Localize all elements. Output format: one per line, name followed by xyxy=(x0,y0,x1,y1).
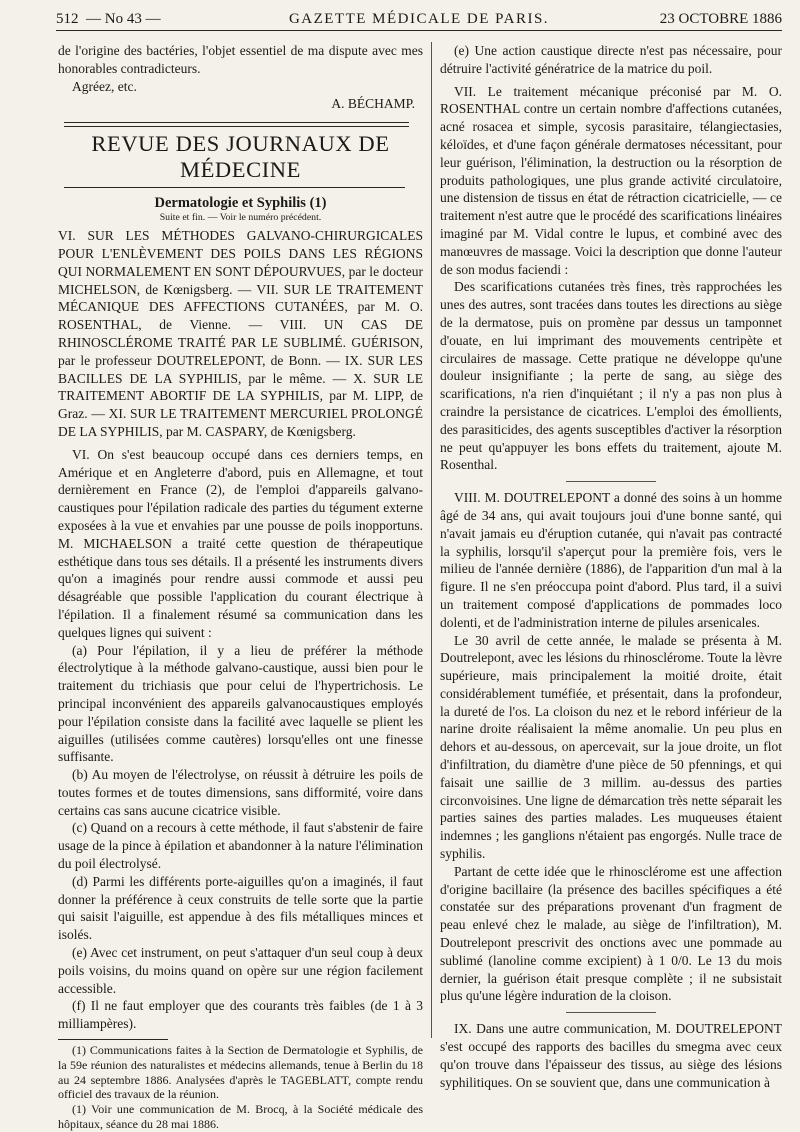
separator-rule-2 xyxy=(566,1012,656,1013)
item-d: (d) Parmi les différents porte-aiguilles qu'on a imaginés, il faut donner la préférence à ceux construits de telle sorte que la partie qui saisit l'aiguille, est appendue à des fils métalliques minces et isolés. xyxy=(58,873,423,943)
item-a: (a) Pour l'épilation, il y a lieu de préférer la méthode électrolytique à la méthode galvano-caustique, aussi bien pour le traitement du trichiasis que pour celui de l'hypertrichosis. Le principal inconvénient des appareils galvanocaustiques employés pour l'épilation consiste dans la facilité avec laquelle se plient les aiguilles (utilisées comme cautères) lorsqu'elles ont une finesse suffisante. xyxy=(58,642,423,765)
double-rule xyxy=(64,122,409,127)
paragraph-ix: IX. Dans une autre communication, M. DOUTRELEPONT s'est occupé des rapports des bacilles du smegma avec ceux qu'on trouve dans l'épaisseur des tissus, au siège des lésions syphilitiques. On se souvient que, dans une communication à xyxy=(440,1021,782,1090)
footnote-rule xyxy=(58,1039,168,1040)
footnote-2: (1) Voir une communication de M. Brocq, à la Société médicale des hôpitaux, séance du 28 mai 1886. xyxy=(58,1102,423,1132)
paragraph-vii-method: Des scarifications cutanées très fines, très rapprochées les unes des autres, sont tracées dans toutes les directions au siège de la dermatose, puis on promène par dessus un tamponnet d'ouate, en lui imprimant des mouvements centripète et circulaires de massage. Cette pratique ne développe qu'une douleur insignifiante ; la perte de sang, au siège des scarifications, n'a rien d'inquiétant ; il n'y a pas non plus à craindre la persistance de cicatrices. L'emploi des émollients, des parasiticides, des agents susceptibles d'activer la résorption ne peut qu'appuyer les bons effets du traitement, ajoute M. Rosenthal. xyxy=(440,279,782,473)
paragraph-vi: VI. On s'est beaucoup occupé dans ces derniers temps, en Amérique et en Angleterre d'abord, puis en Allemagne, et tout dernièrement en France (2), de l'emploi d'appareils galvano-caustiques pour l'épilation radicale des parties du tégument externe exposées à la vue et envahies par une pousse de poils inopportuns. M. MICHAELSON a traité cette question de thérapeutique esthétique dans tous ses détails. Il a présenté les instruments divers qu'on a imaginés pour rendre aussi commode et aussi peu désagréable que possible l'application du courant électrique à l'épilation. Il a finalement résumé sa communication dans les quelques lignes qui suivent : xyxy=(58,446,423,640)
journal-title: GAZETTE MÉDICALE DE PARIS. xyxy=(288,11,550,27)
summary-contents: VI. SUR LES MÉTHODES GALVANO-CHIRURGICALES POUR L'ENLÈVEMENT DES POILS DANS LES RÉGIONS QUI NORMALEMENT EN SONT DÉPOURVUES, par le docteur MICHELSON, de Kœnigsberg. — VII. SUR LE TRAITEMENT MÉCANIQUE DES AFFECTIONS CUTANÉES, par M. O. ROSENTHAL, de Vienne. — VIII. UN CAS DE RHINOSCLÉROME TRAITÉ PAR LE SUBLIMÉ. GUÉRISON, par le professeur DOUTRELEPONT, de Bonn. — IX. SUR LES BACILLES DE LA SYPHILIS, par le même. — X. SUR LE TRAITEMENT ABORTIF DE LA SYPHILIS, par M. LIPP, de Graz. — XI. SUR LE TRAITEMENT MERCURIEL PROLONGÉ DE LA SYPHILIS, par M. CASPARY, de Kœnigsberg. xyxy=(58,228,423,439)
page-number: 512 — No 43 — xyxy=(56,11,161,27)
paragraph-viii: VIII. M. DOUTRELEPONT a donné des soins à un homme âgé de 34 ans, qui avait toujours joui d'une bonne santé, qui n'avait jamais eu d'éruption cutanée, qui n'avait pas contracté la syphilis, lorsqu'il s'aperçut pour la première fois, vers le milieu de l'année dernière (1886), de l'apparition d'un mal à la figure. Il ne s'en préoccupa point d'abord. Plus tard, il a suivi un traitement composé d'applications de pommades loco dolenti, et de l'administration interne de pilules arsenicales. xyxy=(440,490,782,630)
revue-title: REVUE DES JOURNAUX DE MÉDECINE xyxy=(91,131,390,183)
paragraph-vii: VII. Le traitement mécanique préconisé par M. O. ROSENTHAL contre un certain nombre d'affections cutanées, acné rosacea et simple, sycosis parasitaire, télangiectasies, kéloïdes, et d'une façon générale dermatoses nécessitant, pour leur guérison, l'élimination, la destruction ou la résorption de produits pathologiques, une plus grande activité circulatoire, une distension de tissus en état de rétraction cicatricielle, — ce traitement n'est autre que le procédé des scarifications linéaires imaginé par M. Vidal contre le lupus, et combiné avec des manœuvres de massage. Voici la description que donne l'auteur de son modus faciendi : xyxy=(440,83,782,277)
item-f: (f) Il ne faut employer que des courants très faibles (de 1 à 3 milliampères). xyxy=(58,998,423,1032)
issue-number: — No 43 — xyxy=(86,11,161,27)
right-column xyxy=(440,42,782,1090)
paragraph-viii-treatment: Partant de cette idée que le rhinosclérome est une affection d'origine bacillaire (la présence des bacilles spécifiques a été constatée sur des préparations provenant d'un fragment de peau enlevé chez le malade, au siège de l'infiltration), M. Doutrelepont prescrivit des onctions avec une pommade au sublimé (lanoline comme excipient) à 1 0/0. Le 13 du mois dernier, la guérison était presque complète ; il ne subsistait plus qu'une légère induration de la cloison. xyxy=(440,863,782,1004)
column-divider xyxy=(431,42,432,1038)
item-b: (b) Au moyen de l'électrolyse, on réussit à détruire les poils de toutes formes et de toutes dimensions, sans difformité, voire dans certains cas sans aucune cicatrice visible. xyxy=(58,767,423,818)
left-column xyxy=(58,42,423,1132)
separator-rule xyxy=(566,481,656,482)
item-e-continued: (e) Une action caustique directe n'est pas nécessaire, pour détruire l'activité génératrice de la matrice du poil. xyxy=(440,43,782,76)
letter-signature: A. BÉCHAMP. xyxy=(331,96,415,112)
paragraph-viii-case: Le 30 avril de cette année, le malade se présenta à M. Doutrelepont, avec les lésions du rhinosclérome. Toute la lèvre supérieure, mais principalement la moitié droite, était considérablement tuméfiée, et présentait, dans la profondeur, la dureté de l'os. La cloison du nez et le rebord inférieur de la narine droite réalisaient la même anomalie. Un peu plus en dehors et au-dessous, on apercevait, sur la joue droite, un flot d'infiltration, du diamètre d'une pièce de 50 pfennings, et qui faisait une saillie de 3 millim. au-dessus des parties circonvoisines. Une ligne de démarcation très nette séparait les parties saines des parties malades. Les muqueuses étaient indemnes ; les ganglions n'étaient pas engorgés. Nulle trace de syphilis. xyxy=(440,632,782,862)
continuation-note: Suite et fin. — Voir le numéro précédent. xyxy=(159,212,322,224)
item-c: (c) Quand on a recours à cette méthode, il faut s'abstenir de faire usage de la pince à épilation et abandonner à la nature l'élimination du poil électrolysé. xyxy=(58,820,423,872)
issue-date: 23 OCTOBRE 1886 xyxy=(659,11,782,27)
page-header xyxy=(56,8,782,31)
title-rule xyxy=(64,187,405,188)
letter-closing: Agréez, etc. xyxy=(72,78,137,94)
letter-ending: de l'origine des bactéries, l'objet essentiel de ma dispute avec mes honorables contradicteurs. xyxy=(58,43,423,76)
item-e: (e) Avec cet instrument, on peut s'attaquer d'un seul coup à deux poils voisins, du moins quand on opère sur une région facilement accessible. xyxy=(58,945,423,996)
footnote-1: (1) Communications faites à la Section de Dermatologie et Syphilis, de la 59e réunion des naturalistes et médecins allemands, tenue à Berlin du 18 au 24 septembre 1886. Analysées d'après le TAGEBLATT, compte rendu officiel des travaux de la réunion. xyxy=(58,1043,423,1102)
section-title: Dermatologie et Syphilis (1) xyxy=(154,195,327,212)
